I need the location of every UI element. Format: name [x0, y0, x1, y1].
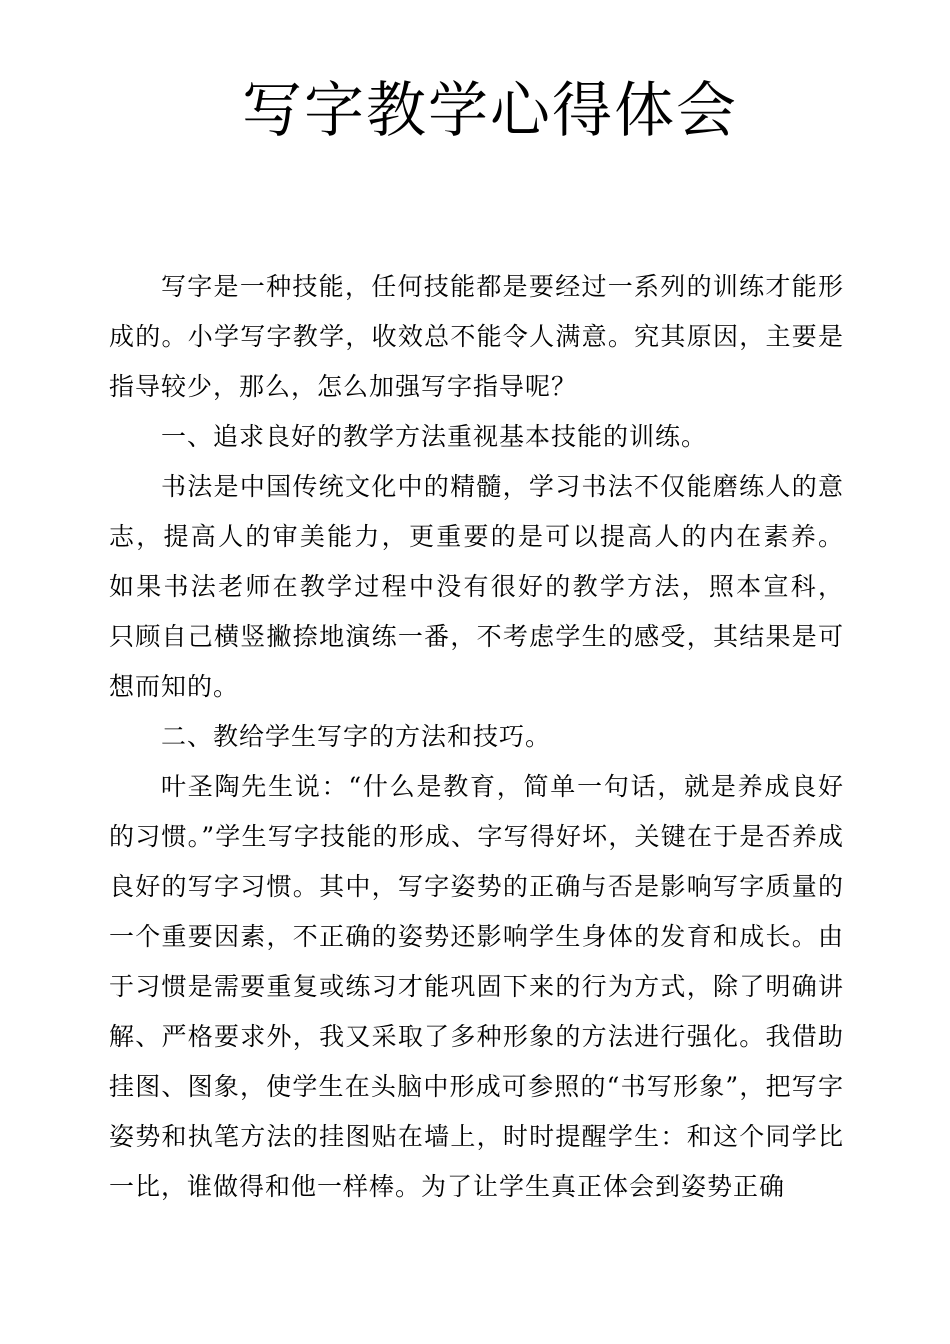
heading-section-2: 二、教给学生写字的方法和技巧。 [161, 722, 552, 751]
paragraph-section-1: 书法是中国传统文化中的精髓，学习书法不仅能磨练人的意志，提高人的审美能力，更重要的是可以提高人的内在素养。 如果书法老师在教学过程中没有很好的教学方法，照本宣科， 只顾自己横竖撇捺地演练一番，不考虑学生的感受，其结果是可想而知的。 [109, 472, 844, 701]
heading-section-1: 一、追求良好的教学方法重视基本技能的训练。 [161, 422, 708, 451]
document-body [109, 262, 844, 1212]
paragraph-section-2: 叶圣陶先生说：“什么是教育，简单一句话，就是养成良好的习惯。”学生写字技能的形成、字写得好坏，关键在于是否养成良好的写字习惯。其中，写字姿势的正确与否是影响写字质量的一个重要因素，不正确的姿势还影响学生身体的发育和成长。由于习惯是需要重复或练习才能巩固下来的行为方式，除了明确讲解、严格要求外，我又采取了多种形象的方法进行强化。我借助挂图、图象，使学生在头脑中形成可参照的“书写形象”，把写字姿势和执笔方法的挂图贴在墙上，时时提醒学生：和这个同学比一比，谁做得和他一样棒。为了让学生真正体会到姿势正确 [109, 772, 844, 1201]
paragraph-intro: 写字是一种技能，任何技能都是要经过一系列的训练才能形成的。小学写字教学，收效总不能令人满意。究其原因，主要是指导较少，那么，怎么加强写字指导呢？ [109, 272, 844, 401]
document-title: 写字教学心得体会 [242, 76, 738, 146]
